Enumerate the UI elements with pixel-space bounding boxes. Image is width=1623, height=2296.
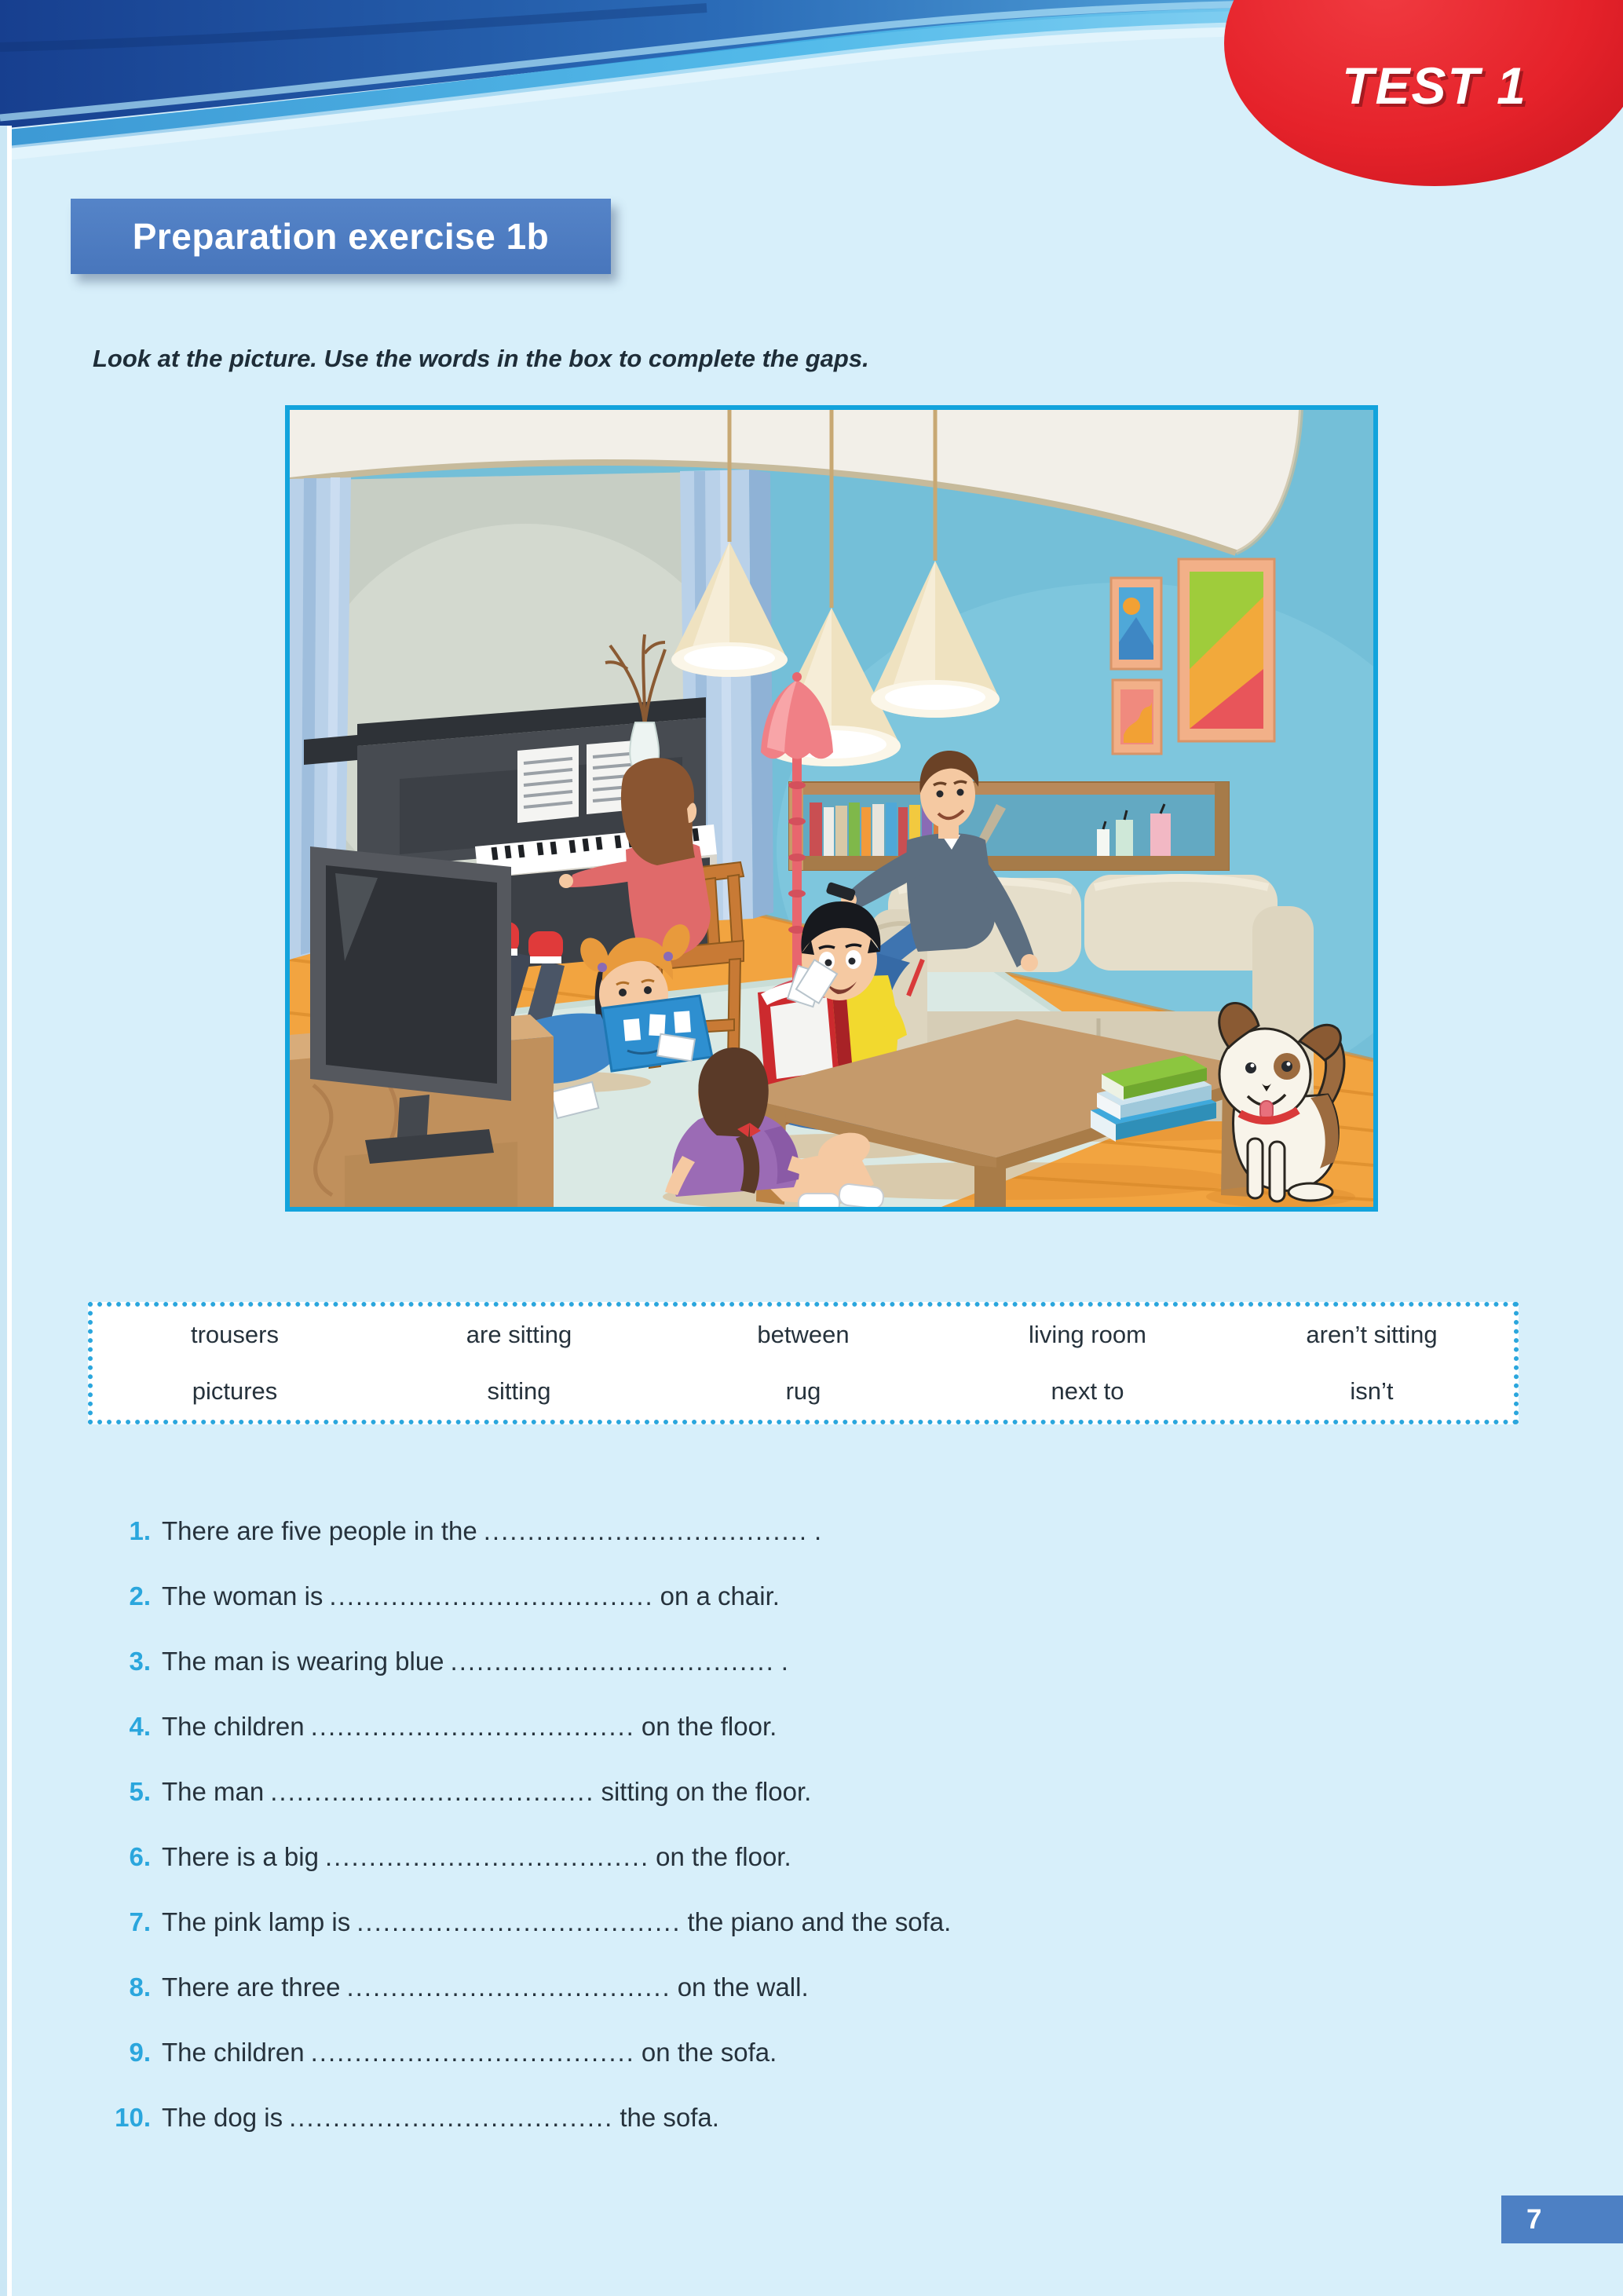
answer-gap[interactable]: ..................................... <box>356 1907 682 1936</box>
left-edge-sliver <box>0 126 7 2296</box>
sentence-item <box>101 2020 1435 2085</box>
sentence-before: There is a big <box>162 1841 319 1871</box>
sentence-item <box>101 1498 1435 1563</box>
sentence-number: 7. <box>129 1907 151 1936</box>
word-item: aren’t sitting <box>1306 1321 1438 1348</box>
sentence-before: The children <box>162 2037 305 2067</box>
word-item: isn’t <box>1350 1377 1394 1405</box>
sentence-item <box>101 1824 1435 1889</box>
sentence-after: sitting on the floor. <box>601 1776 812 1806</box>
sentence-number: 8. <box>129 1972 151 2002</box>
sentence-before: The man <box>162 1776 265 1806</box>
sentence-after: on a chair. <box>660 1581 780 1610</box>
sentence-number: 1. <box>129 1515 151 1545</box>
sentence-after: on the floor. <box>656 1841 791 1871</box>
sentence-before: There are three <box>162 1972 341 2002</box>
living-room-illustration <box>290 410 1373 1207</box>
sentence-after: the piano and the sofa. <box>687 1907 952 1936</box>
sentence-item <box>101 1889 1435 1954</box>
sentence-number: 5. <box>129 1776 151 1806</box>
illustration-frame <box>285 405 1378 1212</box>
sentence-number: 2. <box>129 1581 151 1610</box>
answer-gap[interactable]: ..................................... <box>289 2102 614 2132</box>
answer-gap[interactable]: ..................................... <box>324 1841 650 1871</box>
answer-gap[interactable]: ..................................... <box>450 1646 775 1676</box>
answer-gap[interactable]: ..................................... <box>310 2037 635 2067</box>
sentence-item <box>101 1694 1435 1759</box>
sentence-after: on the floor. <box>641 1711 777 1741</box>
wall-shelf <box>789 782 1229 870</box>
sentence-before: The pink lamp is <box>162 1907 351 1936</box>
word-box <box>88 1302 1519 1424</box>
exercise-title: Preparation exercise 1b <box>132 216 550 257</box>
answer-gap[interactable]: ..................................... <box>346 1972 671 2002</box>
sentence-number: 10. <box>115 2102 151 2132</box>
sentence-before: The woman is <box>162 1581 324 1610</box>
sentence-before: The children <box>162 1711 305 1741</box>
word-item: living room <box>1029 1321 1146 1348</box>
answer-gap[interactable]: ..................................... <box>270 1776 595 1806</box>
sentence-after: on the wall. <box>677 1972 809 2002</box>
left-edge-line <box>7 126 12 2296</box>
sentence-item <box>101 1563 1435 1629</box>
word-item: sitting <box>487 1377 551 1405</box>
exercise-instruction: Look at the picture. Use the words in the box to complete the gaps. <box>93 345 869 372</box>
sentence-item <box>101 1759 1435 1824</box>
answer-gap[interactable]: ..................................... <box>310 1711 635 1741</box>
top-wave-banner <box>0 0 1623 204</box>
answer-gap[interactable]: ..................................... <box>483 1515 808 1545</box>
sentence-item <box>101 1629 1435 1694</box>
sentence-number: 6. <box>129 1841 151 1871</box>
sentence-after: the sofa. <box>620 2102 719 2132</box>
sentence-item <box>101 2085 1435 2150</box>
sentence-number: 9. <box>129 2037 151 2067</box>
test-number-label: TEST 1 <box>1342 57 1527 115</box>
word-item: are sitting <box>466 1321 572 1348</box>
sentence-after: . <box>780 1646 788 1676</box>
page-number: 7 <box>1526 2203 1542 2235</box>
word-item: between <box>757 1321 850 1348</box>
answer-gap[interactable]: ..................................... <box>329 1581 654 1610</box>
word-item: trousers <box>191 1321 279 1348</box>
sentence-after: on the sofa. <box>641 2037 777 2067</box>
page-number-badge <box>1501 2195 1623 2243</box>
sentence-after: . <box>814 1515 822 1545</box>
sentence-number: 4. <box>129 1711 151 1741</box>
sentence-item <box>101 1954 1435 2020</box>
sentence-number: 3. <box>129 1646 151 1676</box>
sentence-before: The man is wearing blue <box>162 1646 444 1676</box>
word-item: rug <box>785 1377 821 1405</box>
sentence-before: There are five people in the <box>162 1515 477 1545</box>
sentence-before: The dog is <box>162 2102 283 2132</box>
word-item: pictures <box>192 1377 278 1405</box>
sentence-list <box>101 1498 1435 2150</box>
wall-pictures <box>1111 559 1274 754</box>
exercise-title-box <box>71 199 611 274</box>
word-item: next to <box>1051 1377 1124 1405</box>
